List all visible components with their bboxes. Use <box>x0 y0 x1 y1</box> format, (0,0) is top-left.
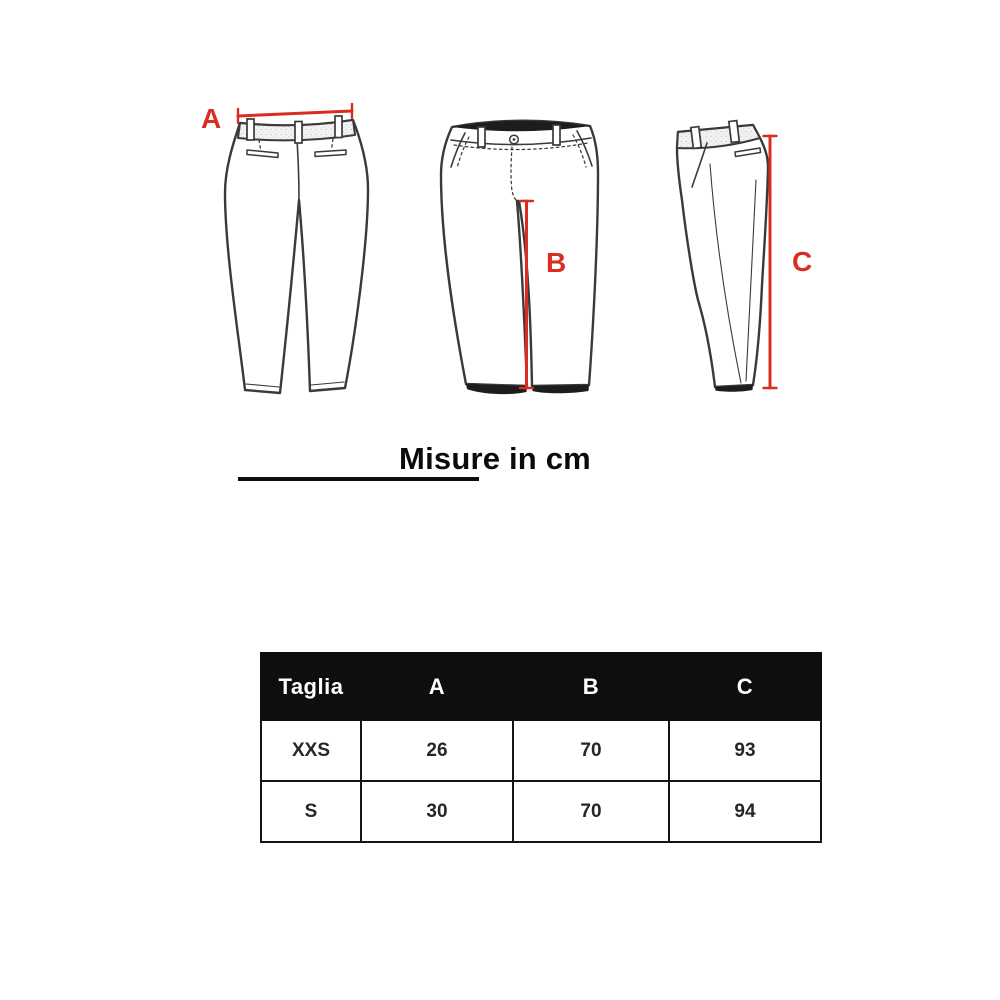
measure-label-c: C <box>792 246 813 277</box>
belt-loop <box>247 119 254 140</box>
measure-a-cell: 26 <box>361 720 513 781</box>
title-underline <box>238 477 479 481</box>
size-row-xxs <box>261 720 821 781</box>
page-title: Misure in cm <box>399 441 591 476</box>
belt-loop <box>478 127 485 147</box>
col-header-c: C <box>669 653 821 720</box>
measure-label-a: A <box>201 103 222 134</box>
size-cell: XXS <box>261 720 361 781</box>
pants-side-silhouette <box>677 125 768 387</box>
size-cell: S <box>261 781 361 842</box>
pants-front-silhouette <box>441 121 598 386</box>
waist-button-hole <box>513 138 516 141</box>
measure-b-cell: 70 <box>513 781 669 842</box>
belt-loop <box>335 116 342 138</box>
pants-front-view-drawing <box>430 95 610 405</box>
belt-loop <box>553 125 560 145</box>
measure-label-b: B <box>546 247 567 278</box>
pants-side-view-drawing <box>650 100 825 405</box>
col-header-b: B <box>513 653 669 720</box>
measure-c-cell: 94 <box>669 781 821 842</box>
size-table-header-row <box>261 653 821 720</box>
measure-a-cell: 30 <box>361 781 513 842</box>
col-header-taglia: Taglia <box>261 653 361 720</box>
measure-b-cell: 70 <box>513 720 669 781</box>
pants-back-silhouette <box>225 120 368 393</box>
pants-back-view-drawing <box>195 88 395 408</box>
back-pocket-welt <box>315 150 346 157</box>
col-header-a: A <box>361 653 513 720</box>
hem-opening-shadow <box>532 385 589 393</box>
belt-loop <box>691 127 701 149</box>
belt-loop <box>729 121 739 143</box>
size-table <box>260 652 822 843</box>
measure-c-cell: 93 <box>669 720 821 781</box>
belt-loop <box>295 122 302 144</box>
size-row-s <box>261 781 821 842</box>
